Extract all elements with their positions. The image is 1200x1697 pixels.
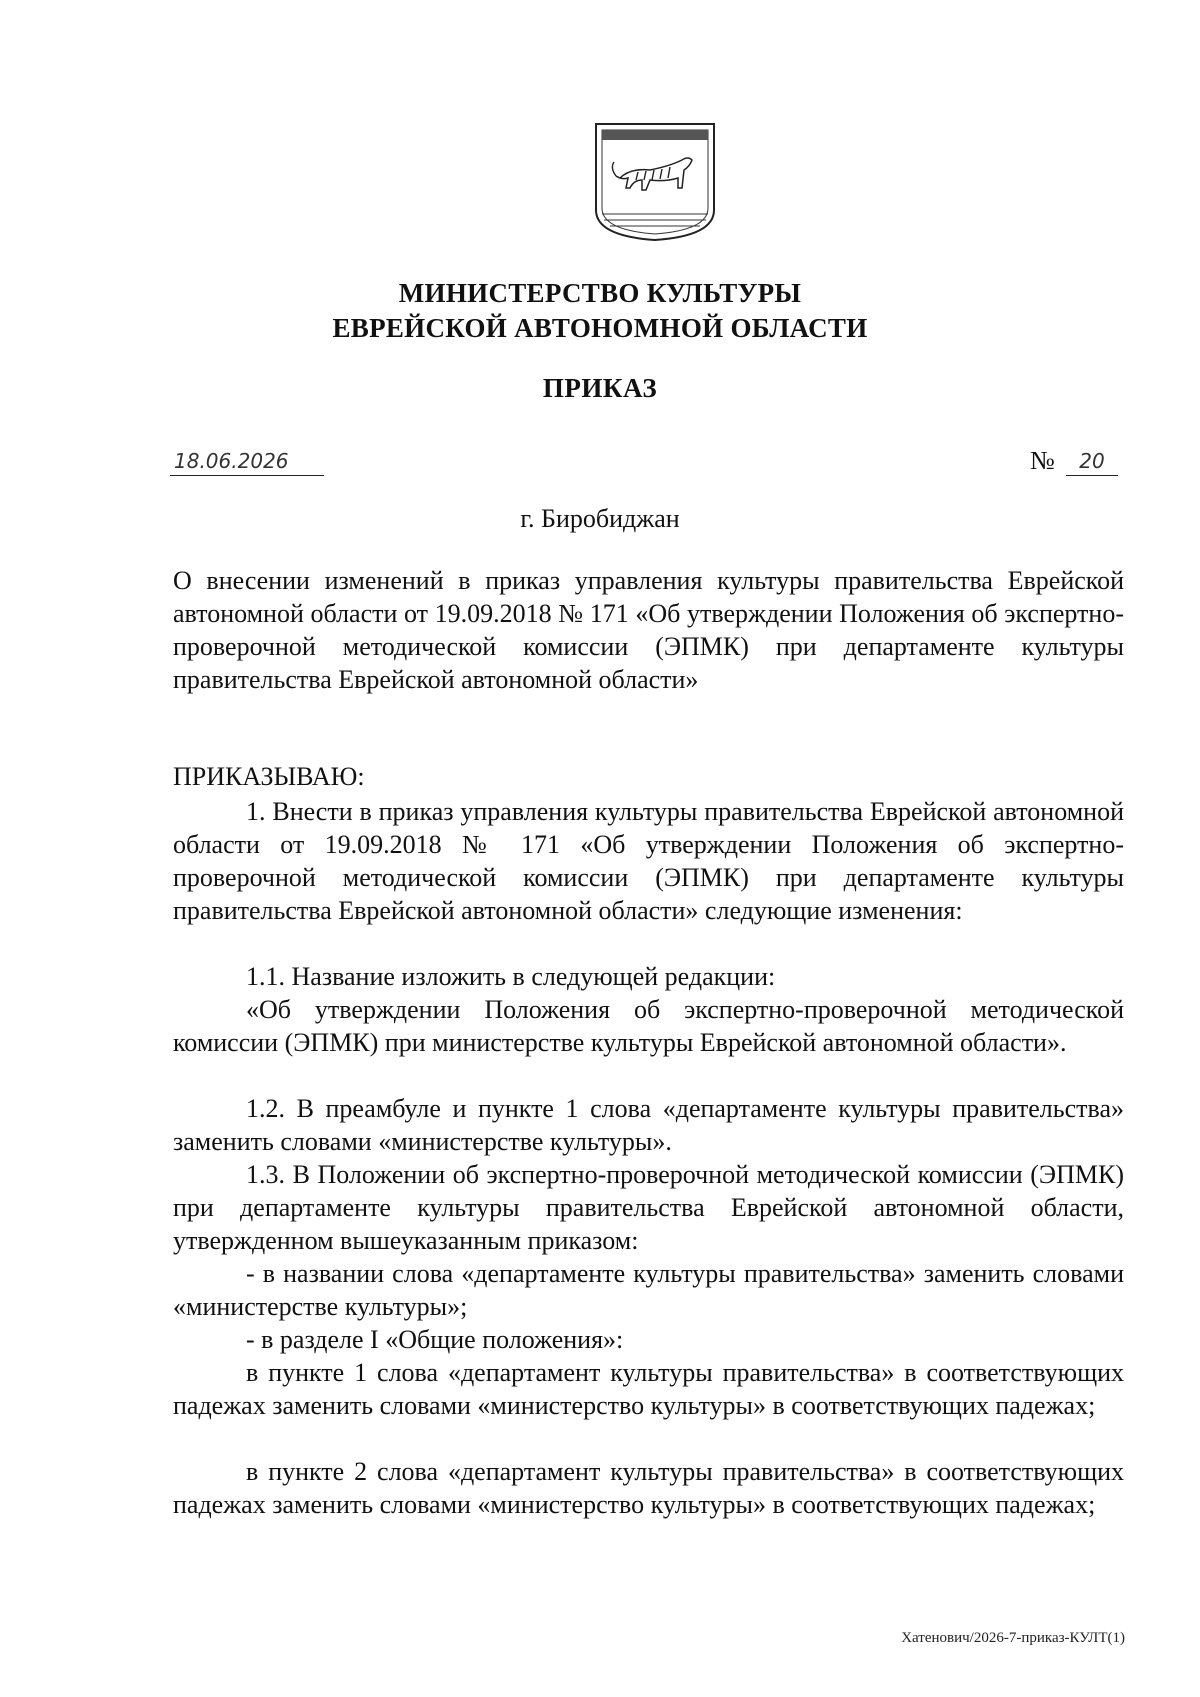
- paragraph-1-3-d: в пункте 2 слова «департамент культуры правительства» в соответствующих падежах заменить словами «министерство культуры» в соответствующих падежах;: [173, 1457, 1124, 1519]
- order-number: 20: [1066, 449, 1118, 476]
- paragraph-1-3: 1.3. В Положении об экспертно-проверочной методической комиссии (ЭПМК) при департаменте культуры правительства Еврейской автономной области, утвержденном вышеуказанным приказом:: [173, 1160, 1124, 1255]
- org-name-line2: ЕВРЕЙСКОЙ АВТОНОМНОЙ ОБЛАСТИ: [332, 313, 868, 343]
- paragraph-1-3-b: - в разделе I «Общие положения»:: [246, 1325, 624, 1354]
- file-reference: Хатенович/2026-7-приказ-КУЛТ(1): [901, 1630, 1125, 1646]
- order-date: 18.06.2026: [170, 449, 324, 476]
- paragraph-1-2: 1.2. В преамбуле и пункте 1 слова «департаменте культуры правительства» заменить словами «министерстве культуры».: [173, 1094, 1124, 1156]
- paragraph-1: 1. Внести в приказ управления культуры правительства Еврейской автономной области от 19.09.2018 № 171 «Об утверждении Положения об экспертно-проверочной методической комиссии (ЭПМК) при департаменте культуры правительства Еврейской автономной области» следующие изменения:: [173, 797, 1124, 925]
- city: г. Биробиджан: [520, 504, 680, 533]
- org-name-line1: МИНИСТЕРСТВО КУЛЬТУРЫ: [398, 278, 802, 308]
- document-type: ПРИКАЗ: [542, 373, 658, 403]
- paragraph-1-1-text: «Об утверждении Положения об экспертно-проверочной методической комиссии (ЭПМК) при министерстве культуры Еврейской автономной области».: [173, 995, 1124, 1057]
- paragraph-1-3-a: - в названии слова «департаменте культуры правительства» заменить словами «министерстве культуры»;: [173, 1259, 1124, 1321]
- paragraph-1-1: 1.1. Название изложить в следующей редакции:: [246, 962, 776, 991]
- paragraph-1-3-c: в пункте 1 слова «департамент культуры правительства» в соответствующих падежах заменить словами «министерство культуры» в соответствующих падежах;: [173, 1358, 1124, 1420]
- tiger-coat-of-arms-icon: [590, 118, 720, 244]
- order-number-label: №: [1030, 446, 1055, 475]
- order-title: О внесении изменений в приказ управления культуры правительства Еврейской автономной области от 19.09.2018 № 171 «Об утверждении Положения об экспертно-проверочной методической комиссии (ЭПМК) при департаменте культуры правительства Еврейской автономной области»: [173, 566, 1124, 694]
- order-word: ПРИКАЗЫВАЮ:: [173, 762, 365, 791]
